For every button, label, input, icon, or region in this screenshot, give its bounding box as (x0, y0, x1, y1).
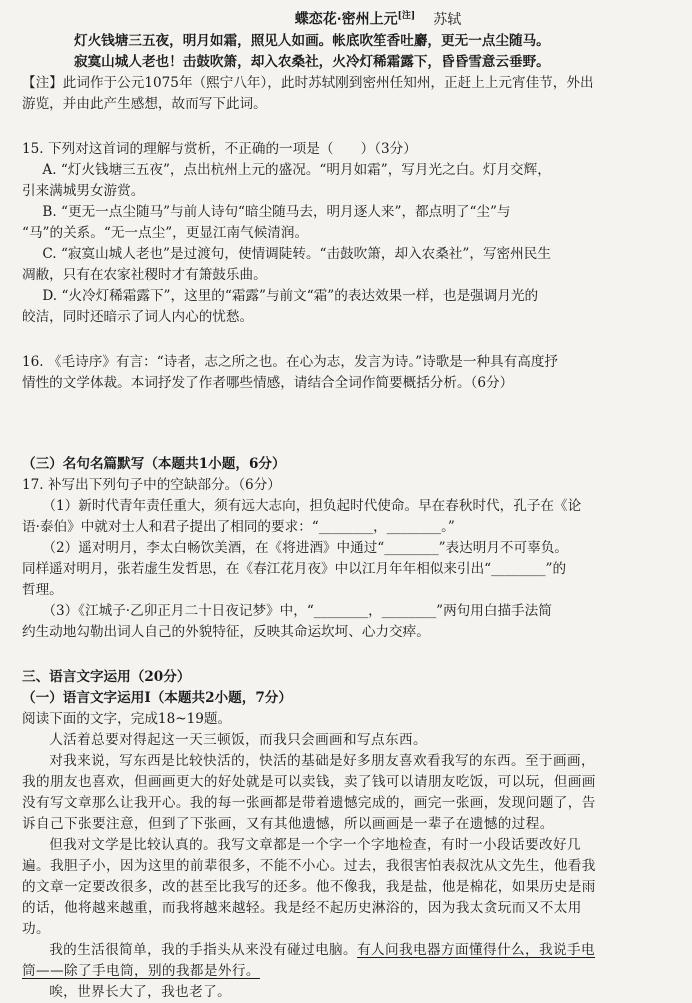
q15-option-a-cont: 引来满城男女游赏。 (22, 182, 145, 199)
q15-option-c: C. “寂寞山城人老也”是过渡句，使情调陡转。“击鼓吹箫，却入农桑社”，写密州民生 (42, 245, 551, 262)
passage-para-4-plain: 我的生活很简单，我的手指头从来没有碰过电脑。 (49, 941, 358, 958)
part-3-heading: 三、语言文字运用（20分） (22, 668, 191, 685)
q15-option-c-cont: 凋敝，只有在农家社稷时才有箫鼓乐曲。 (22, 266, 267, 283)
q15-option-b: B. “更无一点尘随马”与前人诗句“暗尘随马去，明月逐人来”，都点明了“尘”与 (42, 203, 511, 220)
passage-para-3-line-2: 遍。我胆子小，因为这里的前辈很多，不能不小心。过去，我很害怕表叔沈从文先生，他看我 (22, 857, 596, 874)
q16-stem: 16. 《毛诗序》有言：“诗者，志之所之也。在心为志，发言为诗。”诗歌是一种具有高度抒 (22, 353, 559, 370)
passage-para-3: 但我对文学是比较认真的。我写文章都是一个字一个字地检查，有时一小段话要改好几 (49, 836, 581, 853)
poem-author: 苏轼 (433, 11, 462, 28)
passage-underlined-sentence-cont: 筒——除了手电筒，别的我都是外行。 (22, 962, 260, 979)
passage-para-2-line-4: 诉自己下张要注意，但到了下张画，又有其他遗憾，所以画画是一辈子在遗憾的过程。 (22, 815, 554, 832)
q17-item-1-cont: 语·泰伯》中就对士人和君子提出了相同的要求：“________，________。” (22, 518, 455, 535)
q15-stem: 15. 下列对这首词的理解与赏析，不正确的一项是（ ）（3分） (22, 140, 417, 157)
part-3-subheading: （一）语言文字运用Ⅰ（本题共2小题，7分） (22, 689, 292, 706)
poem-note-1: 【注】此词作于公元1075年（熙宁八年），此时苏轼刚到密州任知州，正赶上上元宵佳节，外出 (22, 74, 594, 91)
q15-option-a: A. “灯火钱塘三五夜”，点出杭州上元的盛况。“明月如霜”，写月光之白。灯月交辉， (42, 161, 551, 178)
passage-para-3-line-3: 的文章一定要改很多，改的甚至比我写的还多。他不像我，我是盐，他是棉花，如果历史是雨 (22, 878, 596, 895)
poem-title-text: 蝶恋花·密州上元 (294, 11, 398, 28)
reading-passage (22, 730, 674, 1003)
passage-para-1: 人活着总要对得起这一天三顿饭，而我只会画画和写点东西。 (49, 731, 428, 748)
passage-para-2-line-2: 我的朋友也喜欢，但画画更大的好处就是可以卖钱，卖了钱可以请朋友吃饭，可以玩，但画画 (22, 773, 596, 790)
passage-para-5: 唉，世界长大了，我也老了。 (49, 983, 232, 1000)
q16-stem-cont: 情性的文学体裁。本词抒发了作者哪些情感，请结合全词作简要概括分析。（6分） (22, 374, 514, 391)
passage-para-2-line-3: 没有写文章那么让我开心。我的每一张画都是带着遗憾完成的，画完一张画，发现问题了，告 (22, 794, 596, 811)
q17-item-3-cont: 约生动地勾勒出词人自己的外貌特征，反映其命运坎坷、心力交瘁。 (22, 623, 430, 640)
q15-option-b-cont: “马”的关系。“无一点尘”，更显江南气候清润。 (22, 224, 309, 241)
poem-line-2: 寂寞山城人老也！击鼓吹箫，却入农桑社，火冷灯稀霜露下，昏昏雪意云垂野。 (74, 53, 550, 70)
section-3-heading: （三）名句名篇默写（本题共1小题，6分） (22, 455, 286, 472)
q15-option-d-cont: 皎洁，同时还暗示了词人内心的忧愁。 (22, 308, 254, 325)
q17-stem: 17. 补写出下列句子中的空缺部分。（6分） (22, 476, 281, 493)
q17-item-3: （3）《江城子·乙卯正月二十日夜记梦》中，“________，________”两句用白描手法简 (42, 602, 552, 619)
note-mark: [注] (397, 11, 416, 21)
passage-para-2: 对我来说，写东西是比较快活的，快活的基础是好多朋友喜欢看我写的东西。至于画画， (49, 752, 595, 769)
passage-para-3-line-4: 的话，他将越来越重，而我将越来越轻。我是经不起历史淋浴的，因为我太贪玩而又不太用 (22, 899, 582, 916)
q15-option-d: D. “火冷灯稀霜露下”，这里的“霜露”与前文“霜”的表达效果一样，也是强调月光的 (42, 287, 539, 304)
q17-item-2: （2）遥对明月，李太白畅饮美酒，在《将进酒》中通过“________”表达明月不可辜负。 (42, 539, 568, 556)
q17-item-2-end: 哲理。 (22, 581, 63, 598)
passage-para-3-line-5: 功。 (22, 920, 50, 937)
poem-line-1: 灯火钱塘三五夜，明月如霜，照见人如画。帐底吹笙香吐麝，更无一点尘随马。 (74, 32, 550, 49)
poem-title (82, 6, 674, 31)
passage-underlined-sentence: 有人问我电器方面懂得什么，我说手电 (357, 941, 595, 958)
q17-item-2-cont: 同样遥对明月，张若虚生发哲思，在《春江花月夜》中以江月年年相似来引出“________”的 (22, 560, 567, 577)
reading-instruction: 阅读下面的文字，完成18~19题。 (22, 710, 232, 727)
poem-note-2: 游览，并由此产生感想，故而写下此词。 (22, 95, 267, 112)
passage-para-4-line-2 (22, 961, 674, 982)
q17-item-1: （1）新时代青年责任重大，须有远大志向，担负起时代使命。早在春秋时代，孔子在《论 (42, 497, 582, 514)
